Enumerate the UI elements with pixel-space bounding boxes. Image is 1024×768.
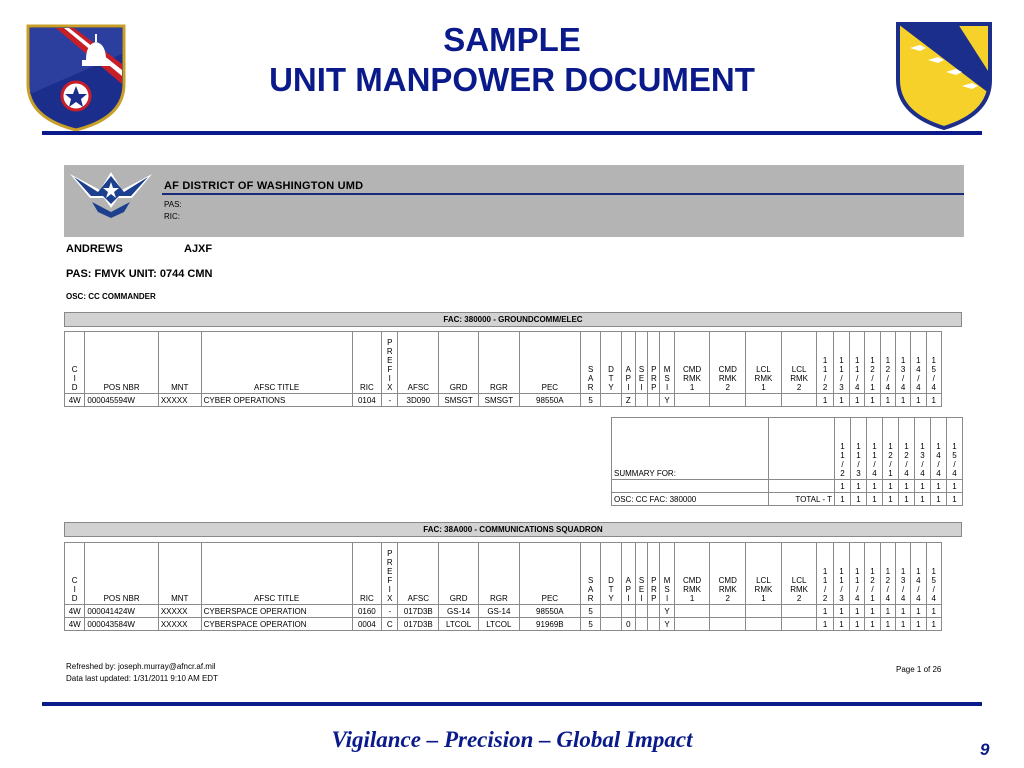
column-header: AFSC — [398, 332, 439, 394]
column-header: 1 2 / 4 — [880, 543, 895, 605]
column-header: LCL RMK 2 — [781, 543, 817, 605]
table-cell: GS-14 — [478, 605, 519, 618]
summary-spacer — [769, 418, 835, 480]
table-cell: 3D090 — [398, 394, 439, 407]
table-cell: 1 — [865, 605, 880, 618]
fac-380000-table — [64, 331, 942, 407]
column-header: LCL RMK 2 — [781, 332, 817, 394]
table-cell — [601, 394, 621, 407]
table-cell: GS-14 — [439, 605, 479, 618]
summary-value: 1 — [915, 480, 931, 493]
column-header: MNT — [158, 332, 201, 394]
table-cell — [635, 605, 647, 618]
table-cell: 1 — [833, 394, 849, 407]
column-header: S E I — [635, 332, 647, 394]
table-cell: 1 — [911, 605, 926, 618]
summary-total-value: 1 — [947, 493, 963, 506]
column-header: LCL RMK 1 — [746, 543, 782, 605]
summary-value: 1 — [835, 480, 851, 493]
summary-row — [612, 480, 963, 493]
column-header: CMD RMK 2 — [710, 543, 746, 605]
document-page-indicator: Page 1 of 26 — [896, 665, 942, 674]
column-header: MNT — [158, 543, 201, 605]
column-header: CMD RMK 1 — [674, 332, 710, 394]
column-header: 1 1 / 4 — [867, 418, 883, 480]
air-force-symbol-icon — [68, 168, 154, 226]
column-header: RGR — [478, 332, 519, 394]
table-cell: 017D3B — [398, 618, 439, 631]
table-cell: CYBER OPERATIONS — [201, 394, 352, 407]
summary-osc-fac: OSC: CC FAC: 380000 — [612, 493, 769, 506]
chiefs-own-shield-icon — [888, 14, 1000, 134]
slide-page-number: 9 — [980, 740, 990, 759]
column-header: RIC — [352, 332, 382, 394]
column-header: S A R — [580, 543, 600, 605]
table-cell — [781, 618, 817, 631]
summary-total-value: 1 — [899, 493, 915, 506]
table-cell: 017D3B — [398, 605, 439, 618]
column-header: M S I — [660, 543, 674, 605]
fac-380000-bar: FAC: 380000 - GROUNDCOMM/ELEC — [64, 312, 962, 327]
column-header: CMD RMK 2 — [710, 332, 746, 394]
summary-cell — [769, 480, 835, 493]
column-header: POS NBR — [85, 332, 158, 394]
table-cell: Y — [660, 618, 674, 631]
table-cell — [710, 605, 746, 618]
column-header: GRD — [439, 543, 479, 605]
table-cell: 0160 — [352, 605, 382, 618]
column-header: 1 1 / 3 — [851, 418, 867, 480]
table-cell: - — [382, 394, 398, 407]
column-header: GRD — [439, 332, 479, 394]
table-cell: 000043584W — [85, 618, 158, 631]
column-header: P R E F I X — [382, 332, 398, 394]
table-cell: 1 — [865, 618, 880, 631]
table-cell: LTCOL — [439, 618, 479, 631]
column-header: P R P — [648, 332, 660, 394]
slide-title — [180, 20, 844, 100]
table-cell: 000041424W — [85, 605, 158, 618]
table-cell: 1 — [926, 394, 942, 407]
document-header-band — [64, 165, 964, 237]
column-header: 1 1 / 2 — [817, 543, 833, 605]
column-header: S E I — [635, 543, 647, 605]
table-cell — [648, 605, 660, 618]
column-header: 1 3 / 4 — [915, 418, 931, 480]
table-cell: 1 — [817, 605, 833, 618]
ric-label: RIC: — [164, 212, 180, 221]
summary-value: 1 — [851, 480, 867, 493]
afdw-shield-icon — [16, 14, 136, 134]
table-cell: 1 — [833, 605, 849, 618]
column-header: 1 1 / 4 — [850, 332, 865, 394]
fac-38a000-table — [64, 542, 942, 631]
footer-divider — [42, 702, 982, 706]
table-cell: 1 — [895, 394, 910, 407]
column-header: 1 4 / 4 — [911, 543, 926, 605]
column-header: AFSC — [398, 543, 439, 605]
table-cell — [781, 394, 817, 407]
summary-label: SUMMARY FOR: — [612, 418, 769, 480]
table-cell: 0004 — [352, 618, 382, 631]
table-cell: CYBERSPACE OPERATION — [201, 618, 352, 631]
table-cell: 1 — [817, 394, 833, 407]
table-cell: SMSGT — [439, 394, 479, 407]
summary-value: 1 — [947, 480, 963, 493]
table-cell: 4W — [65, 394, 85, 407]
column-header: 1 1 / 2 — [817, 332, 833, 394]
table-row — [65, 394, 942, 407]
table-cell: Y — [660, 605, 674, 618]
summary-value: 1 — [931, 480, 947, 493]
pas-label: PAS: — [164, 200, 182, 209]
summary-total-value: 1 — [931, 493, 947, 506]
table-header-row — [65, 543, 942, 605]
table-cell: 5 — [580, 394, 600, 407]
table-cell — [710, 618, 746, 631]
column-header: 1 4 / 4 — [911, 332, 926, 394]
table-cell — [621, 605, 635, 618]
column-header: 1 1 / 3 — [833, 543, 849, 605]
summary-value: 1 — [899, 480, 915, 493]
table-cell: 1 — [895, 618, 910, 631]
table-cell: XXXXX — [158, 618, 201, 631]
table-cell: - — [382, 605, 398, 618]
column-header: D T Y — [601, 332, 621, 394]
column-header: PEC — [519, 543, 580, 605]
column-header: 1 3 / 4 — [895, 543, 910, 605]
column-header: A P I — [621, 543, 635, 605]
table-cell: Z — [621, 394, 635, 407]
data-last-updated: Data last updated: 1/31/2011 9:10 AM EDT — [66, 674, 218, 683]
table-cell: 1 — [880, 618, 895, 631]
table-cell: 0104 — [352, 394, 382, 407]
summary-header-row — [612, 418, 963, 480]
column-header: P R P — [648, 543, 660, 605]
summary-total-value: 1 — [915, 493, 931, 506]
table-cell: 1 — [911, 394, 926, 407]
table-cell: 1 — [926, 618, 942, 631]
table-cell: 98550A — [519, 605, 580, 618]
column-header: 1 2 / 4 — [880, 332, 895, 394]
table-cell: Y — [660, 394, 674, 407]
column-header: LCL RMK 1 — [746, 332, 782, 394]
column-header: POS NBR — [85, 543, 158, 605]
column-header: 1 2 / 1 — [865, 543, 880, 605]
osc-line: OSC: CC COMMANDER — [66, 292, 156, 301]
table-cell: 1 — [850, 618, 865, 631]
slide-title-line-1: SAMPLE — [443, 21, 581, 58]
summary-total-value: 1 — [883, 493, 899, 506]
column-header: AFSC TITLE — [201, 332, 352, 394]
base-name: ANDREWS — [66, 243, 123, 255]
table-cell: 000045594W — [85, 394, 158, 407]
table-cell: 98550A — [519, 394, 580, 407]
table-cell — [648, 394, 660, 407]
table-cell — [601, 618, 621, 631]
table-cell — [674, 394, 710, 407]
summary-value: 1 — [883, 480, 899, 493]
header-divider — [42, 131, 982, 135]
summary-total-row — [612, 493, 963, 506]
table-cell — [648, 618, 660, 631]
fac-38a000-bar: FAC: 38A000 - COMMUNICATIONS SQUADRON — [64, 522, 962, 537]
column-header: 1 3 / 4 — [895, 332, 910, 394]
table-header-row — [65, 332, 942, 394]
column-header: 1 5 / 4 — [926, 332, 942, 394]
table-cell: 4W — [65, 605, 85, 618]
table-cell — [746, 605, 782, 618]
table-cell — [601, 605, 621, 618]
base-code: AJXF — [184, 243, 213, 255]
table-cell — [710, 394, 746, 407]
table-cell — [635, 618, 647, 631]
summary-total-value: 1 — [835, 493, 851, 506]
pas-unit-line: PAS: FMVK UNIT: 0744 CMN — [66, 268, 213, 280]
table-cell: 1 — [833, 618, 849, 631]
column-header: RGR — [478, 543, 519, 605]
column-header: M S I — [660, 332, 674, 394]
table-cell: 1 — [926, 605, 942, 618]
table-cell: 4W — [65, 618, 85, 631]
header-band-rule — [162, 193, 964, 195]
table-cell: 1 — [911, 618, 926, 631]
table-cell: 5 — [580, 605, 600, 618]
table-cell: SMSGT — [478, 394, 519, 407]
table-cell: 1 — [880, 394, 895, 407]
table-cell: 1 — [850, 394, 865, 407]
column-header: 1 2 / 1 — [865, 332, 880, 394]
column-header: P R E F I X — [382, 543, 398, 605]
table-cell: 1 — [817, 618, 833, 631]
column-header: 1 4 / 4 — [931, 418, 947, 480]
column-header: A P I — [621, 332, 635, 394]
table-cell: 1 — [850, 605, 865, 618]
table-cell — [674, 618, 710, 631]
column-header: 1 1 / 3 — [833, 332, 849, 394]
column-header: S A R — [580, 332, 600, 394]
column-header: 1 1 / 4 — [850, 543, 865, 605]
summary-cell — [612, 480, 769, 493]
table-cell — [635, 394, 647, 407]
table-cell — [746, 394, 782, 407]
column-header: 1 2 / 4 — [899, 418, 915, 480]
column-header: PEC — [519, 332, 580, 394]
table-row — [65, 605, 942, 618]
table-cell: 0 — [621, 618, 635, 631]
column-header: 1 5 / 4 — [926, 543, 942, 605]
table-cell: XXXXX — [158, 394, 201, 407]
summary-total-value: 1 — [851, 493, 867, 506]
column-header: C I D — [65, 543, 85, 605]
column-header: 1 1 / 2 — [835, 418, 851, 480]
summary-total-value: 1 — [867, 493, 883, 506]
column-header: 1 2 / 1 — [883, 418, 899, 480]
table-cell: 1 — [865, 394, 880, 407]
table-row — [65, 618, 942, 631]
column-header: 1 5 / 4 — [947, 418, 963, 480]
column-header: D T Y — [601, 543, 621, 605]
table-cell: 91969B — [519, 618, 580, 631]
table-cell — [674, 605, 710, 618]
column-header: RIC — [352, 543, 382, 605]
table-cell — [781, 605, 817, 618]
column-header: AFSC TITLE — [201, 543, 352, 605]
table-cell: 1 — [895, 605, 910, 618]
slide-title-line-2: UNIT MANPOWER DOCUMENT — [269, 61, 755, 98]
summary-table — [611, 417, 963, 506]
table-cell: XXXXX — [158, 605, 201, 618]
table-cell: 5 — [580, 618, 600, 631]
table-cell — [746, 618, 782, 631]
document-title: AF DISTRICT OF WASHINGTON UMD — [164, 180, 364, 192]
slide-tagline: Vigilance – Precision – Global Impact — [331, 727, 693, 752]
table-cell: C — [382, 618, 398, 631]
column-header: C I D — [65, 332, 85, 394]
table-cell: LTCOL — [478, 618, 519, 631]
summary-total-label: TOTAL - T — [769, 493, 835, 506]
table-cell: 1 — [880, 605, 895, 618]
table-cell: CYBERSPACE OPERATION — [201, 605, 352, 618]
column-header: CMD RMK 1 — [674, 543, 710, 605]
refreshed-by: Refreshed by: joseph.murray@afncr.af.mil — [66, 662, 216, 671]
summary-value: 1 — [867, 480, 883, 493]
